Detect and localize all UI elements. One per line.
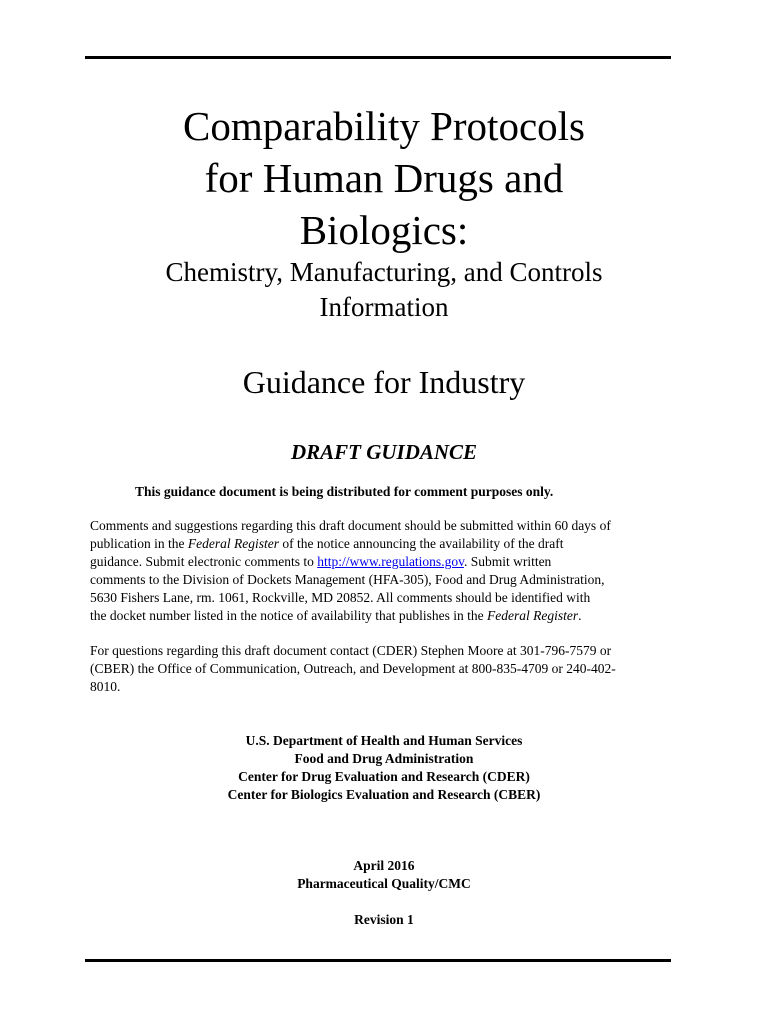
comments-line (90, 553, 690, 571)
agency-line: Center for Drug Evaluation and Research (CDER) (238, 769, 530, 784)
contact-line: (CBER) the Office of Communication, Outreach, and Development at 800-835-4709 or 240-402- (90, 661, 616, 676)
contact-line: 8010. (90, 679, 121, 694)
agency-block (84, 732, 684, 804)
federal-register-italic: Federal Register (187, 536, 279, 551)
subtitle-line: Information (319, 292, 449, 322)
agency-line: Food and Drug Administration (294, 751, 474, 766)
date-block (84, 857, 684, 893)
comments-line (90, 607, 690, 625)
revision-label: Revision 1 (354, 912, 414, 927)
federal-register-italic: Federal Register (487, 608, 579, 623)
text-segment: . Submit written (463, 554, 552, 569)
contact-line: For questions regarding this draft document contact (CDER) Stephen Moore at 301-796-7579 or (90, 643, 612, 658)
document-subtitle (84, 255, 684, 325)
text-segment: guidance. Submit electronic comments to (90, 554, 318, 569)
agency-line: U.S. Department of Health and Human Services (245, 733, 523, 748)
title-line: for Human Drugs and (204, 155, 564, 201)
text-segment: of the notice announcing the availability of the draft (278, 536, 564, 551)
top-rule (85, 56, 671, 59)
document-title (84, 100, 684, 256)
guidance-heading: Guidance for Industry (242, 364, 526, 400)
comments-line (90, 535, 690, 553)
agency-line: Center for Biologics Evaluation and Research (CBER) (227, 787, 541, 802)
draft-guidance-heading: DRAFT GUIDANCE (290, 440, 478, 464)
comments-paragraph (90, 517, 690, 625)
comment-purpose-notice: This guidance document is being distributed for comment purposes only. (135, 484, 554, 499)
comments-line: 5630 Fishers Lane, rm. 1061, Rockville, MD 20852. All comments should be identified with (90, 590, 591, 605)
comments-line: Comments and suggestions regarding this draft document should be submitted within 60 days of (90, 518, 611, 533)
text-segment: . (578, 608, 582, 623)
text-segment: publication in the (90, 536, 188, 551)
publication-date: April 2016 (353, 858, 415, 873)
contact-paragraph (90, 642, 690, 696)
title-line: Comparability Protocols (183, 103, 585, 149)
bottom-rule (85, 959, 671, 962)
title-line: Biologics: (299, 207, 469, 253)
comments-line: comments to the Division of Dockets Management (HFA-305), Food and Drug Administration, (90, 572, 605, 587)
subtitle-line: Chemistry, Manufacturing, and Controls (165, 257, 603, 287)
guidance-category: Pharmaceutical Quality/CMC (297, 876, 471, 891)
regulations-gov-link[interactable]: http://www.regulations.gov (317, 554, 464, 569)
text-segment: the docket number listed in the notice of availability that publishes in the (90, 608, 488, 623)
